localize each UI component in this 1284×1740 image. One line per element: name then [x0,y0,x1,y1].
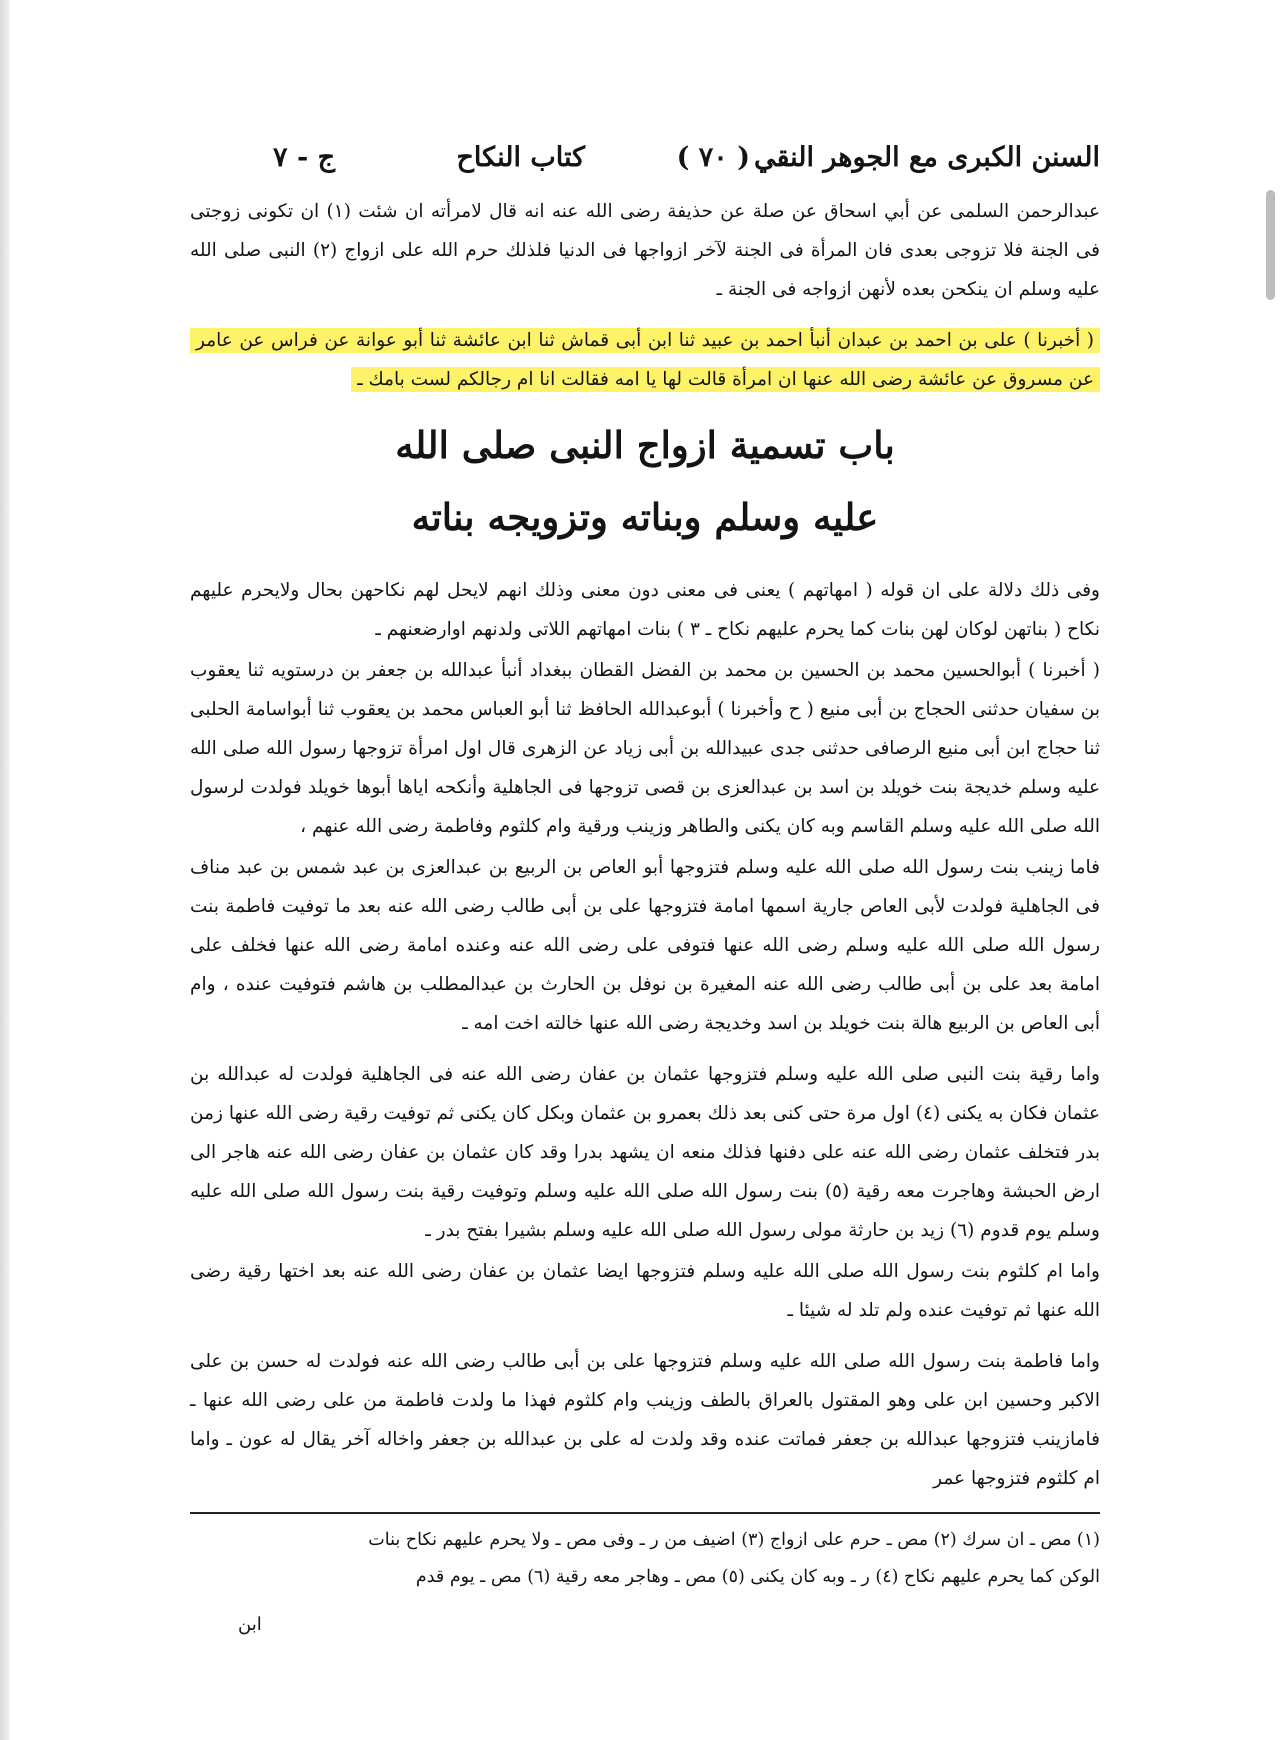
chapter-heading-line-1: باب تسمية ازواج النبى صلى الله [395,423,895,467]
paragraph-zaynab: فاما زينب بنت رسول الله صلى الله عليه وسلم فتزوجها أبو العاص بن الربيع بن عبدالعزى بن عبد شمس بن عبد مناف فى الجاهلية فولدت لأبى العاص جارية اسمها امامة فتزوجها على بن أبى طالب رضى الله عنه بعد ما توفيت فاطمة بنت رسول الله صلى الله عليه وسلم رضى الله عنها فتوفى على رضى الله عنه وعنده امامة رضى الله عنها فخلف على امامة بعد على بن أبى طالب رضى الله عنه المغيرة بن نوفل بن الحارث بن عبدالمطلب بن هاشم فتوفيت عنده ، وام أبى العاص بن الربيع هالة بنت خويلد بن اسد وخديجة رضى الله عنها خالته اخت امه ـ [190,857,1100,1034]
chapter-heading [190,409,1100,553]
footnote-divider [190,1512,1100,1514]
chapter-heading-line-2: عليه وسلم وبناته وتزويجه بناته [411,495,879,539]
paragraph-khadija: ( أخبرنا ) أبوالحسين محمد بن الحسين بن محمد بن الفضل القطان ببغداد أنبأ عبدالله بن جعفر بن درستويه ثنا يعقوب بن سفيان حدثنى الحجاج بن أبى منيع ( ح وأخبرنا ) أبوعبدالله الحافظ ثنا أبو العباس محمد بن يعقوب ثنا أبواسامة الحلبى ثنا حجاج ابن أبى منيع الرصافى حدثنى جدى عبيدالله بن أبى زياد عن الزهرى قال اول امرأة تزوجها رسول الله صلى الله عليه وسلم خديجة بنت خويلد بن اسد بن عبدالعزى بن قصى تزوجها فى الجاهلية وأنكحه اياها أبوها خويلد فولدت لرسول الله صلى الله عليه وسلم القاسم وبه كان يكنى والطاهر وزينب ورقية وام كلثوم وفاطمة رضى الله عنهم ، [190,660,1100,837]
footnote-line-1: (١) مص ـ ان سرك (٢) مص ـ حرم على ازواج (٣) اضيف من ر ـ وفى مص ـ ولا يحرم عليهم نكاح بنات [368,1530,1100,1550]
paragraph-fatima: واما فاطمة بنت رسول الله صلى الله عليه وسلم فتزوجها على بن أبى طالب رضى الله عنه فولدت له حسن بن على الاكبر وحسين ابن على وهو المقتول بالعراق بالطف وزينب وام كلثوم فهذا ما ولدت فاطمة من على رضى الله عنها ـ فامازينب فتزوجها عبدالله بن جعفر فماتت عنده وقد ولدت له على بن عبدالله بن جعفر واخاله آخر يقال له عون ـ واما ام كلثوم فتزوجها عمر [190,1351,1100,1489]
paragraph-umm-kulthum: واما ام كلثوم بنت رسول الله صلى الله عليه وسلم فتزوجها ايضا عثمان بن عفان رضى الله عنه بعد اختها رقية رضى الله عنها ثم توفيت عنده ولم تلد له شيئا ـ [190,1261,1100,1321]
viewer-left-edge [0,0,10,1740]
book-title: السنن الكبرى مع الجوهر النقي [753,142,1100,173]
running-header [190,130,1100,192]
catchword: ابن [238,1614,262,1635]
paragraph-mothers: وفى ذلك دلالة على ان قوله ( امهاتهم ) يعنى فى معنى دون معنى وذلك انهم لايحل لهم نكاحهن بحال ولايحرم عليهم نكاح ( بناتهن لوكان لهن بنات كما يحرم عليهم نكاح ـ ٣ ) بنات امهاتهم اللاتى ولدنهم اوارضعنهم ـ [190,580,1100,640]
volume-number: ج - ٧ [273,142,335,173]
footnotes [190,1522,1100,1643]
paragraph-hudhayfa: عبدالرحمن السلمى عن أبي اسحاق عن صلة عن حذيفة رضى الله عنه انه قال لامرأته ان شئت (١) ان تكونى زوجتى فى الجنة فلا تزوجى بعدى فان المرأة فى الجنة لآخر ازواجها فى الدنيا فلذلك حرم الله على ازواج (٢) النبى صلى الله عليه وسلم ان ينكحن بعده لأنهن ازواجه فى الجنة ـ [190,201,1101,300]
page-number: ( ٧٠ ) [676,142,750,173]
scrollbar-thumb[interactable] [1266,190,1275,300]
footnote-line-2: الوكن كما يحرم عليهم نكاح (٤) ر ـ وبه كان يكنى (٥) مص ـ وهاجر معه رقية (٦) مص ـ يوم قدم [415,1567,1100,1587]
paragraph-ruqayya: واما رقية بنت النبى صلى الله عليه وسلم فتزوجها عثمان بن عفان رضى الله عنه فى الجاهلية فولدت له عبدالله بن عثمان فكان به يكنى (٤) اول مرة حتى كنى بعد ذلك بعمرو بن عثمان وبكل كان يكنى ثم توفيت رقية رضى الله عنها زمن بدر فتخلف عثمان رضى الله عنه على دفنها فذلك منعه ان يشهد بدرا وقد كان عثمان بن عفان رضى الله عنه هاجر الى ارض الحبشة وهاجرت معه رقية (٥) بنت رسول الله صلى الله عليه وسلم وتوفيت رقية بنت رسول الله صلى الله عليه وسلم يوم قدوم (٦) زيد بن حارثة مولى رسول الله صلى الله عليه وسلم بشيرا بفتح بدر ـ [190,1064,1100,1241]
book-page [190,130,1100,1690]
chapter-title: كتاب النكاح [456,142,585,173]
highlighted-paragraph: ( أخبرنا ) على بن احمد بن عبدان أنبأ احمد بن عبيد ثنا ابن أبى قماش ثنا ابن عائشة ثنا أبو عوانة عن فراس عن عامر عن مسروق عن عائشة رضى الله عنها ان امرأة قالت لها يا امه فقالت انا ام رجالكم لست بامك ـ [190,328,1100,392]
